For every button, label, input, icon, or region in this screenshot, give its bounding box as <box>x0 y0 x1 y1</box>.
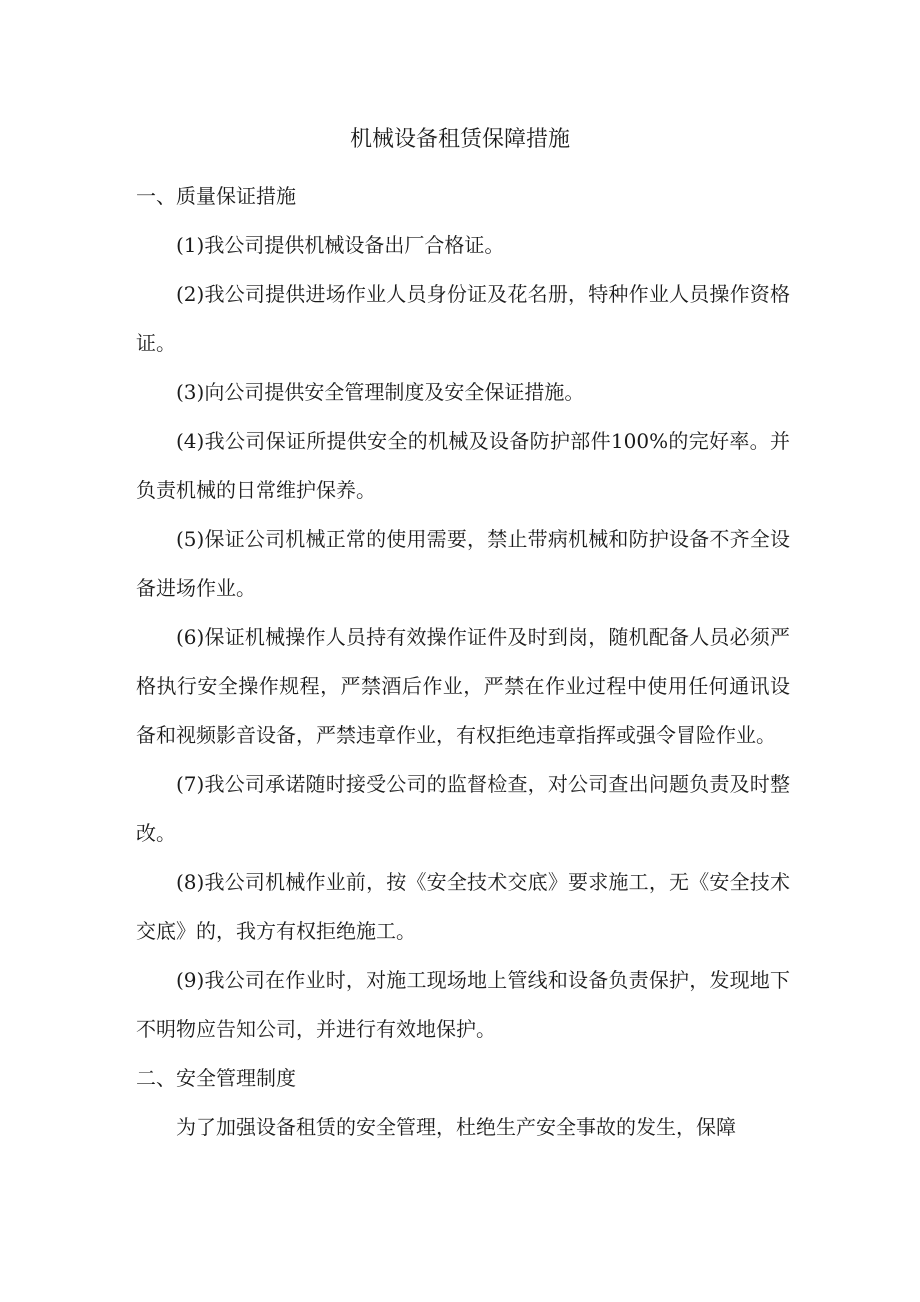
section-heading-quality: 一、质量保证措施 <box>136 184 296 208</box>
paragraph-item-4: (4)我公司保证所提供安全的机械及设备防护部件100%的完好率。并负责机械的日常维护保养。 <box>136 429 790 502</box>
paragraph-item-8: (8)我公司机械作业前，按《安全技术交底》要求施工，无《安全技术交底》的，我方有权拒绝施工。 <box>136 870 790 943</box>
paragraph-safety-intro: 为了加强设备租赁的安全管理，杜绝生产安全事故的发生，保障 <box>176 1115 736 1139</box>
paragraph-item-7: (7)我公司承诺随时接受公司的监督检查，对公司查出问题负责及时整改。 <box>136 772 790 845</box>
document-body <box>136 172 790 1152</box>
paragraph-item-5: (5)保证公司机械正常的使用需要，禁止带病机械和防护设备不齐全设备进场作业。 <box>136 527 790 600</box>
section-heading-safety: 二、安全管理制度 <box>136 1066 296 1090</box>
paragraph-item-9: (9)我公司在作业时，对施工现场地上管线和设备负责保护，发现地下不明物应告知公司，并进行有效地保护。 <box>136 968 790 1041</box>
paragraph-item-2: (2)我公司提供进场作业人员身份证及花名册，特种作业人员操作资格证。 <box>136 282 790 355</box>
paragraph-item-6: (6)保证机械操作人员持有效操作证件及时到岗，随机配备人员必须严格执行安全操作规程，严禁酒后作业，严禁在作业过程中使用任何通讯设备和视频影音设备，严禁违章作业，有权拒绝违章指挥或强令冒险作业。 <box>136 625 790 747</box>
document-title: 机械设备租赁保障措施 <box>349 127 570 152</box>
paragraph-item-1: (1)我公司提供机械设备出厂合格证。 <box>176 233 505 257</box>
paragraph-item-3: (3)向公司提供安全管理制度及安全保证措施。 <box>176 380 585 404</box>
